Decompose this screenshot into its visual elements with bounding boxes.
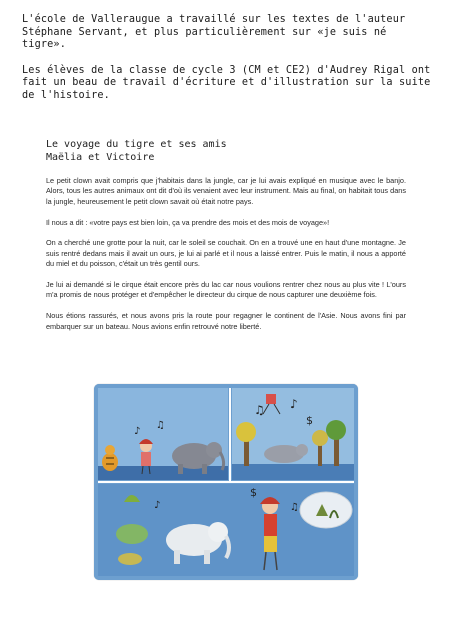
- svg-text:♫: ♫: [290, 502, 299, 513]
- svg-text:♪: ♪: [134, 426, 141, 437]
- story-heading: [46, 138, 406, 164]
- story-authors: Maëlia et Victoire: [46, 152, 155, 163]
- svg-text:$: $: [306, 414, 313, 427]
- story-paragraph: Le petit clown avait compris que j'habitais dans la jungle, car je lui avais expliqué en musique avec le banjo. Alors, tous les autres animaux ont dit d'où ils venaient avec leur instrument. Mais au final, on habitait tous dans la jungle, heureusement le petit clown savait où était notre pays.: [46, 176, 406, 206]
- intro-text: [22, 14, 434, 115]
- story-paragraph: On a cherché une grotte pour la nuit, car le soleil se couchait. On en a trouvé une en haut d'une montagne. Je suis rentré dedans mais il avait un ours, je lui ai parlé et il nous a laissé entrer. Puis le matin, il nous a apporté du miel et du poisson, c'était un très gentil ours.: [46, 238, 406, 269]
- story-title: Le voyage du tigre et ses amis: [46, 139, 227, 150]
- svg-text:$: $: [250, 486, 257, 499]
- story-paragraph: Il nous a dit : «votre pays est bien loin, ça va prendre des mois et des mois de voyage»!: [46, 217, 330, 227]
- story-body: [46, 176, 406, 342]
- children-drawing-photo: [94, 384, 358, 580]
- svg-text:♪: ♪: [154, 500, 161, 511]
- drawing-illustration: [94, 384, 358, 580]
- svg-text:♪: ♪: [290, 397, 298, 411]
- story-paragraph: Je lui ai demandé si le cirque était encore près du lac car nous voulions rentrer chez nous au plus vite ! L'ours m'a promis de nous protéger et d'empêcher le directeur du cirque de nous capturer une deuxième fois.: [46, 280, 406, 300]
- intro-paragraph-1: L'école de Valleraugue a travaillé sur les textes de l'auteur Stéphane Servant, et plus particulièrement sur «je suis né tigre».: [22, 14, 406, 50]
- intro-paragraph-2: Les élèves de la classe de cycle 3 (CM et CE2) d'Audrey Rigal ont fait un beau de travail d'écriture et d'illustration sur la suite de l'histoire.: [22, 64, 431, 101]
- story-paragraph: Nous étions rassurés, et nous avons pris la route pour regagner le continent de l'Asie. Nous avons fini par embarquer sur un bateau. Nous avions enfin retrouvé notre liberté.: [46, 311, 406, 331]
- svg-text:♫: ♫: [254, 403, 265, 417]
- svg-text:♫: ♫: [156, 420, 165, 431]
- thought-bubble: [300, 492, 352, 528]
